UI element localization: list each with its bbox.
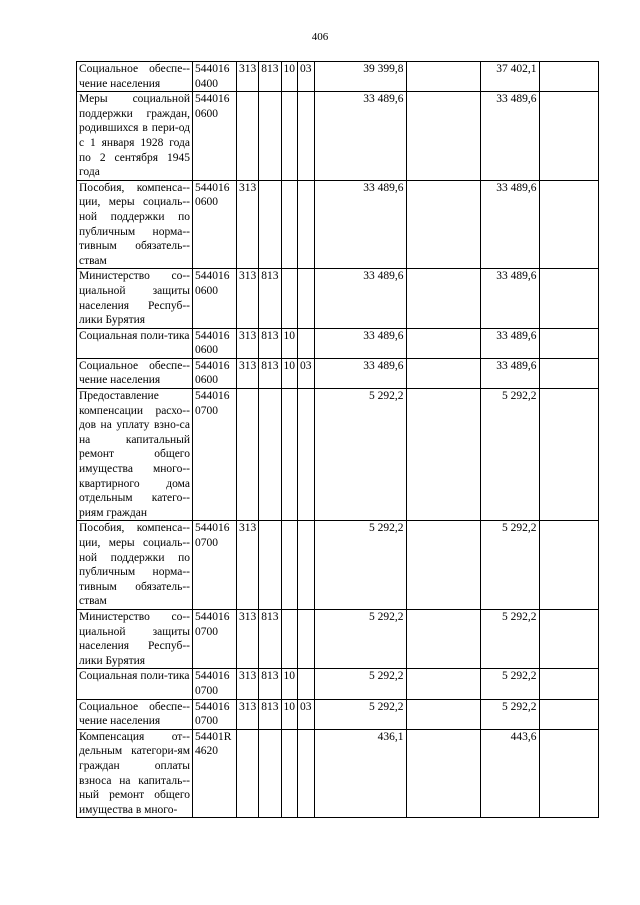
subsection-code: 03 (298, 62, 315, 92)
amount-2 (406, 180, 480, 269)
subsection-code (298, 269, 315, 328)
target-article-code: 544016 0400 (193, 62, 237, 92)
code-column-2: 813 (259, 358, 281, 388)
code-column-2 (259, 180, 281, 269)
amount-2 (406, 521, 480, 610)
amount-4 (539, 269, 598, 328)
amount-3: 33 489,6 (480, 180, 539, 269)
code-column-2: 813 (259, 669, 281, 699)
target-article-code: 544016 0600 (193, 328, 237, 358)
section-code (281, 609, 298, 668)
code-column-2 (259, 729, 281, 818)
table-row (77, 269, 599, 328)
target-article-code: 544016 0700 (193, 669, 237, 699)
code-column-1: 313 (237, 609, 259, 668)
subsection-code (298, 609, 315, 668)
amount-1: 33 489,6 (314, 269, 406, 328)
row-name: Пособия, компенса-ции, меры социаль-ной поддержки по публичным норма-тивным обязатель-ствам (77, 180, 193, 269)
amount-3: 5 292,2 (480, 389, 539, 521)
amount-4 (539, 180, 598, 269)
section-code: 10 (281, 699, 298, 729)
table-row (77, 609, 599, 668)
subsection-code (298, 669, 315, 699)
target-article-code: 54401R 4620 (193, 729, 237, 818)
section-code (281, 389, 298, 521)
code-column-1: 313 (237, 180, 259, 269)
section-code (281, 521, 298, 610)
target-article-code: 544016 0600 (193, 269, 237, 328)
section-code (281, 269, 298, 328)
amount-4 (539, 62, 598, 92)
amount-3: 443,6 (480, 729, 539, 818)
code-column-2: 813 (259, 328, 281, 358)
row-name: Меры социальной поддержки граждан, родившихся в пери-од с 1 января 1928 года по 2 сентября 1945 года (77, 92, 193, 181)
budget-table (76, 61, 599, 818)
amount-2 (406, 669, 480, 699)
row-name: Социальное обеспе-чение населения (77, 62, 193, 92)
code-column-1 (237, 729, 259, 818)
amount-4 (539, 328, 598, 358)
amount-2 (406, 699, 480, 729)
table-row (77, 389, 599, 521)
subsection-code (298, 92, 315, 181)
section-code (281, 180, 298, 269)
code-column-1 (237, 389, 259, 521)
amount-1: 5 292,2 (314, 699, 406, 729)
target-article-code: 544016 0700 (193, 609, 237, 668)
row-name: Министерство со-циальной защиты населения Респуб-лики Бурятия (77, 609, 193, 668)
row-name: Пособия, компенса-ции, меры социаль-ной поддержки по публичным норма-тивным обязатель-ствам (77, 521, 193, 610)
code-column-2: 813 (259, 609, 281, 668)
amount-1: 39 399,8 (314, 62, 406, 92)
amount-3: 5 292,2 (480, 669, 539, 699)
amount-4 (539, 92, 598, 181)
target-article-code: 544016 0600 (193, 358, 237, 388)
amount-1: 5 292,2 (314, 609, 406, 668)
amount-3: 33 489,6 (480, 269, 539, 328)
amount-3: 33 489,6 (480, 92, 539, 181)
code-column-1: 313 (237, 328, 259, 358)
amount-3: 5 292,2 (480, 699, 539, 729)
subsection-code (298, 729, 315, 818)
code-column-1: 313 (237, 62, 259, 92)
section-code: 10 (281, 62, 298, 92)
amount-4 (539, 521, 598, 610)
subsection-code: 03 (298, 699, 315, 729)
amount-4 (539, 358, 598, 388)
target-article-code: 544016 0600 (193, 92, 237, 181)
code-column-1: 313 (237, 269, 259, 328)
amount-4 (539, 729, 598, 818)
amount-4 (539, 669, 598, 699)
code-column-2 (259, 521, 281, 610)
code-column-1: 313 (237, 358, 259, 388)
section-code: 10 (281, 328, 298, 358)
code-column-2 (259, 389, 281, 521)
amount-2 (406, 358, 480, 388)
amount-1: 5 292,2 (314, 669, 406, 699)
table-row (77, 62, 599, 92)
row-name: Компенсация от-дельным категори-ям граждан оплаты взноса на капиталь-ный ремонт общего имущества в много- (77, 729, 193, 818)
amount-3: 33 489,6 (480, 358, 539, 388)
amount-2 (406, 62, 480, 92)
code-column-1: 313 (237, 521, 259, 610)
subsection-code (298, 328, 315, 358)
row-name: Социальное обеспе-чение населения (77, 358, 193, 388)
amount-1: 33 489,6 (314, 358, 406, 388)
code-column-1 (237, 92, 259, 181)
target-article-code: 544016 0700 (193, 699, 237, 729)
row-name: Министерство со-циальной защиты населения Респуб-лики Бурятия (77, 269, 193, 328)
subsection-code (298, 521, 315, 610)
amount-1: 33 489,6 (314, 180, 406, 269)
section-code: 10 (281, 358, 298, 388)
table-row (77, 180, 599, 269)
subsection-code (298, 180, 315, 269)
section-code (281, 729, 298, 818)
table-row (77, 699, 599, 729)
code-column-1: 313 (237, 669, 259, 699)
page-number: 406 (311, 31, 329, 43)
target-article-code: 544016 0700 (193, 521, 237, 610)
amount-2 (406, 269, 480, 328)
amount-1: 5 292,2 (314, 521, 406, 610)
table-row (77, 729, 599, 818)
table-row (77, 328, 599, 358)
subsection-code (298, 389, 315, 521)
amount-1: 33 489,6 (314, 92, 406, 181)
row-name: Социальная поли-тика (77, 328, 193, 358)
amount-1: 5 292,2 (314, 389, 406, 521)
amount-1: 33 489,6 (314, 328, 406, 358)
row-name: Социальная поли-тика (77, 669, 193, 699)
section-code (281, 92, 298, 181)
amount-4 (539, 699, 598, 729)
subsection-code: 03 (298, 358, 315, 388)
amount-2 (406, 328, 480, 358)
amount-2 (406, 609, 480, 668)
code-column-2: 813 (259, 699, 281, 729)
amount-3: 5 292,2 (480, 521, 539, 610)
code-column-2: 813 (259, 269, 281, 328)
code-column-1: 313 (237, 699, 259, 729)
section-code: 10 (281, 669, 298, 699)
table-row (77, 92, 599, 181)
amount-3: 37 402,1 (480, 62, 539, 92)
target-article-code: 544016 0700 (193, 389, 237, 521)
code-column-2 (259, 92, 281, 181)
amount-4 (539, 609, 598, 668)
amount-2 (406, 729, 480, 818)
amount-3: 5 292,2 (480, 609, 539, 668)
amount-4 (539, 389, 598, 521)
amount-2 (406, 389, 480, 521)
amount-2 (406, 92, 480, 181)
amount-3: 33 489,6 (480, 328, 539, 358)
table-row (77, 358, 599, 388)
table-row (77, 669, 599, 699)
row-name: Предоставление компенсации расхо-дов на уплату взно-са на капитальный ремонт общего имущества много-квартирного дома отдельным катего-риям граждан (77, 389, 193, 521)
target-article-code: 544016 0600 (193, 180, 237, 269)
table-row (77, 521, 599, 610)
amount-1: 436,1 (314, 729, 406, 818)
row-name: Социальное обеспе-чение населения (77, 699, 193, 729)
code-column-2: 813 (259, 62, 281, 92)
